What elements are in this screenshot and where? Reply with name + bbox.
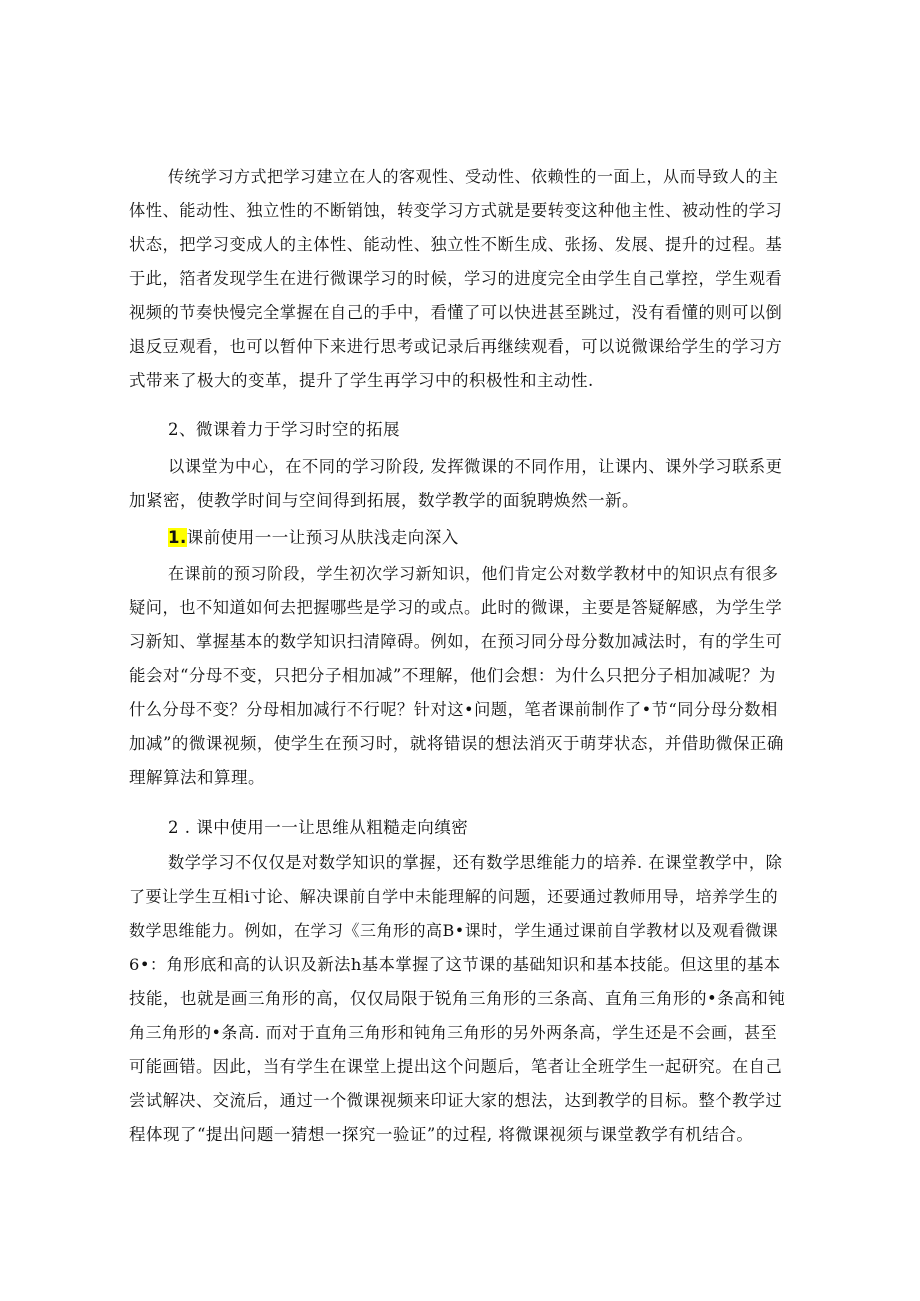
highlighted-number: 1.: [168, 528, 187, 547]
text-line: 尝试解决、交流后，通过一个微课视频来印证大家的想法，达到教学的目标。整个教学过: [129, 1091, 783, 1110]
text-line: 加紧密，使教学时间与空间得到拓展，数学教学的面貌聘焕然一新。: [129, 491, 639, 510]
subheading-text: 课前使用一一让预习从肤浅走向深入: [186, 528, 459, 547]
text-line: 理解算法和算理。: [129, 768, 265, 787]
text-line: 角三角形的•条高. 而对于直角三角形和钝角三角形的另外两条高，学生还是不会画，甚至: [129, 1023, 778, 1042]
paragraph-2: [129, 450, 786, 518]
text-line: 技能，也就是画三角形的高，仅仅局限于锐角三角形的三条高、直角三角形的•条高和钝: [129, 989, 786, 1008]
section-heading-2: [129, 413, 786, 447]
text-line: 6•：角形底和高的认识及新法h基本掌握了这节课的基础知识和基本技能。但这里的基本: [129, 955, 781, 974]
text-line: 程体现了“提出问题一猜想一探究一验证”的过程, 将微课视须与课堂教学有机结合。: [129, 1125, 754, 1144]
paragraph-4: [129, 846, 786, 1152]
text-line: 于此，箔者发现学生在进行微课学习的时候，学习的进度完全由学生自己掌控，学生观看: [129, 269, 783, 288]
subheading-2: [129, 811, 786, 845]
text-line: 状态，把学习变成人的主体性、能动性、独立性不断生成、张扬、发展、提升的过程。基: [129, 235, 783, 254]
text-line: 体性、能动性、独立性的不断销蚀，转变学习方式就是要转变这种他主性、被动性的学习: [129, 201, 783, 220]
text-line: 视频的节奏快慢完全掌握在自己的手中，看懂了可以快进甚至跳过，没有看懂的则可以倒: [129, 303, 783, 322]
text-line: 式带来了极大的变革，提升了学生再学习中的积极性和主动性.: [129, 371, 594, 390]
paragraph-1: [129, 160, 786, 398]
text-line: 能会对“分母不变，只把分子相加减”不理解，他们会想：为什么只把分子相加减呢？为: [129, 666, 776, 685]
text-line: 可能画错。因此，当有学生在课堂上提出这个问题后，笔者让全班学生一起研究。在自己: [129, 1057, 783, 1076]
text-line: 在课前的预习阶段，学生初次学习新知识，他们肯定公对数学教材中的知识点有很多: [168, 564, 779, 583]
text-line: 习新知、掌握基本的数学知识扫清障碍。例如，在预习同分母分数加减法时，有的学生可: [129, 632, 783, 651]
text-line: 数学学习不仅仅是对数学知识的掌握，还有数学思维能力的培养. 在课堂教学中，除: [168, 853, 783, 872]
text-line: 以课堂为中心，在不同的学习阶段, 发挥微课的不同作用，让课内、课外学习联系更: [168, 457, 783, 476]
text-line: 传统学习方式把学习建立在人的客观性、受动性、依赖性的一面上，从而导致人的主: [168, 167, 779, 186]
paragraph-3: [129, 557, 786, 795]
text-line: 数学思维能力。例如，在学习《三角形的高B•课时，学生通过课前自学教材以及观看微课: [129, 921, 779, 940]
text-line: 什么分母不变？分母相加减行不行呢？针对这•问题，笔者课前制作了•节“同分母分数相: [129, 700, 778, 719]
text-line: 退反豆观看，也可以暂仲下来进行思考或记录后再继续观看，可以说微课给学生的学习方: [129, 337, 783, 356]
heading-text: 2、微课着力于学习时空的拓展: [168, 420, 400, 439]
subheading-text: 2 . 课中使用一一让思维从粗糙走向缜密: [168, 818, 469, 837]
text-line: 疑问，也不知道如何去把握哪些是学习的或点。此时的微课，主要是答疑解感，为学生学: [129, 598, 783, 617]
text-line: 了要让学生互相i寸论、解决课前自学中未能理解的问题，还要通过教师用导，培养学生的: [129, 887, 779, 906]
text-line: 加减”的微课视频，使学生在预习时，就将错误的想法消灭于萌芽状态，并借助微保正确: [129, 734, 784, 753]
subheading-line: [129, 521, 786, 555]
subheading-1: [129, 521, 786, 555]
